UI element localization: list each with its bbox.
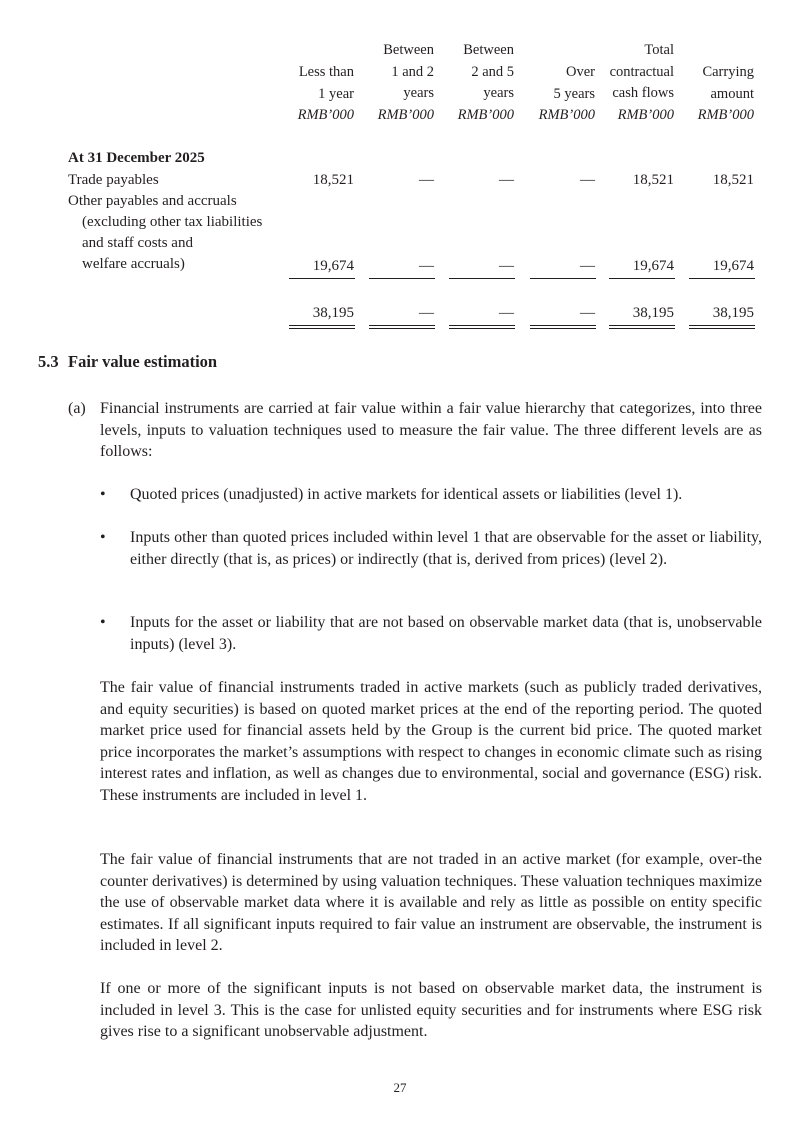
header-line: Total: [644, 42, 674, 58]
bullet-level-3: Inputs for the asset or liability that are not based on observable market data (that is, unobservable inputs) (level 3).: [130, 614, 762, 653]
table-cell: —: [499, 172, 514, 188]
paragraph-level-2-explanation: The fair value of financial instruments that are not traded in an active market (for example, over-the counter derivatives) is determined by using valuation techniques. These valuation techniques maximize the use of observable market data where it is available and rely as little as possible on entity specific estimates. If all significant inputs required to fair value an instrument are observable, the instrument is included in level 2.: [100, 851, 762, 954]
subtotal-rule: [689, 278, 755, 279]
table-cell: —: [580, 258, 595, 274]
header-line: 1 year: [318, 85, 354, 102]
total-double-rule: [449, 325, 515, 329]
header-unit: RMB’000: [538, 107, 595, 123]
table-cell: —: [419, 258, 434, 274]
total-cell: 38,195: [312, 305, 354, 321]
total-cell: —: [499, 305, 514, 321]
total-cell: —: [419, 305, 434, 321]
total-double-rule: [289, 325, 355, 329]
row-label-trade-payables: Trade payables: [68, 172, 159, 188]
header-unit: RMB’000: [377, 106, 434, 123]
table-cell: 18,521: [312, 172, 354, 188]
total-cell: 38,195: [632, 305, 674, 321]
header-line: Carrying: [702, 64, 754, 80]
table-cell: 19,674: [632, 258, 674, 274]
paragraph-level-1-explanation: The fair value of financial instruments traded in active markets (such as publicly traded derivatives, and equity securities) is based on quoted market prices at the end of the reporting period. The quoted market price used for financial assets held by the Group is the current bid price. The quoted market price incorporates the market’s assumptions with respect to changes in economic climate such as rising interest rates and inflation, as well as changes due to environmental, social and governance (ESG) risk. These instruments are included in level 1.: [100, 679, 762, 804]
col-header-carrying-amount: [654, 62, 754, 127]
header-unit: RMB’000: [697, 107, 754, 123]
total-cell: 38,195: [712, 305, 754, 321]
table-section-label: At 31 December 2025: [68, 150, 205, 166]
table-cell: 18,521: [632, 172, 674, 188]
row-label-line: Other payables and accruals: [68, 193, 237, 209]
table-cell: —: [419, 172, 434, 188]
header-line: contractual: [609, 63, 674, 80]
row-label-line: (excluding other tax liabilities: [82, 214, 263, 230]
header-line: cash flows: [612, 85, 674, 101]
table-cell: —: [499, 258, 514, 274]
header-line: amount: [710, 85, 754, 102]
bullet-icon: •: [100, 529, 106, 546]
table-cell: 19,674: [712, 258, 754, 274]
paragraph-level-3-explanation: If one or more of the significant inputs is not based on observable market data, the instrument is included in level 3. This is the case for unlisted equity securities and for instruments where ESG risk gives rise to a significant unobservable adjustment.: [100, 980, 762, 1040]
header-line: Between: [463, 42, 514, 58]
header-line: Over: [566, 64, 595, 80]
header-line: Less than: [298, 64, 354, 80]
bullet-icon: •: [100, 486, 106, 503]
header-line: 5 years: [553, 85, 595, 102]
bullet-level-1: Quoted prices (unadjusted) in active markets for identical assets or liabilities (level 1).: [130, 486, 683, 503]
header-unit: RMB’000: [617, 106, 674, 123]
page-number: 27: [393, 1080, 407, 1095]
total-double-rule: [689, 325, 755, 329]
header-line: 1 and 2: [391, 63, 434, 80]
header-unit: RMB’000: [457, 106, 514, 123]
bullet-level-2: Inputs other than quoted prices included within level 1 that are observable for the asset or liability, either directly (that is, as prices) or indirectly (that is, derived from prices) (level 2).: [130, 529, 762, 568]
subtotal-rule: [609, 278, 675, 279]
section-number: 5.3: [38, 352, 59, 371]
row-label-line: welfare accruals): [82, 256, 185, 272]
table-cell: —: [580, 172, 595, 188]
subtotal-rule: [289, 278, 355, 279]
total-double-rule: [530, 325, 596, 329]
header-unit: RMB’000: [297, 107, 354, 123]
section-heading: [38, 352, 217, 372]
table-cell: 19,674: [312, 258, 354, 274]
subtotal-rule: [369, 278, 435, 279]
row-label-line: and staff costs and: [82, 235, 193, 251]
bullet-icon: •: [100, 614, 106, 631]
subtotal-rule: [530, 278, 596, 279]
total-double-rule: [609, 325, 675, 329]
item-intro-paragraph: Financial instruments are carried at fair value within a fair value hierarchy that categorizes, into three levels, inputs to valuation techniques used to measure the fair value. The three different levels are as follows:: [100, 400, 762, 460]
total-cell: —: [580, 305, 595, 321]
header-line: 2 and 5: [471, 63, 514, 80]
table-cell: 18,521: [712, 172, 754, 188]
section-title: Fair value estimation: [68, 352, 218, 371]
header-line: Between: [383, 42, 434, 58]
header-line: years: [483, 85, 514, 101]
total-double-rule: [369, 325, 435, 329]
row-label-other-payables: [68, 191, 262, 275]
item-marker: (a): [68, 400, 86, 417]
subtotal-rule: [449, 278, 515, 279]
header-line: years: [403, 85, 434, 101]
